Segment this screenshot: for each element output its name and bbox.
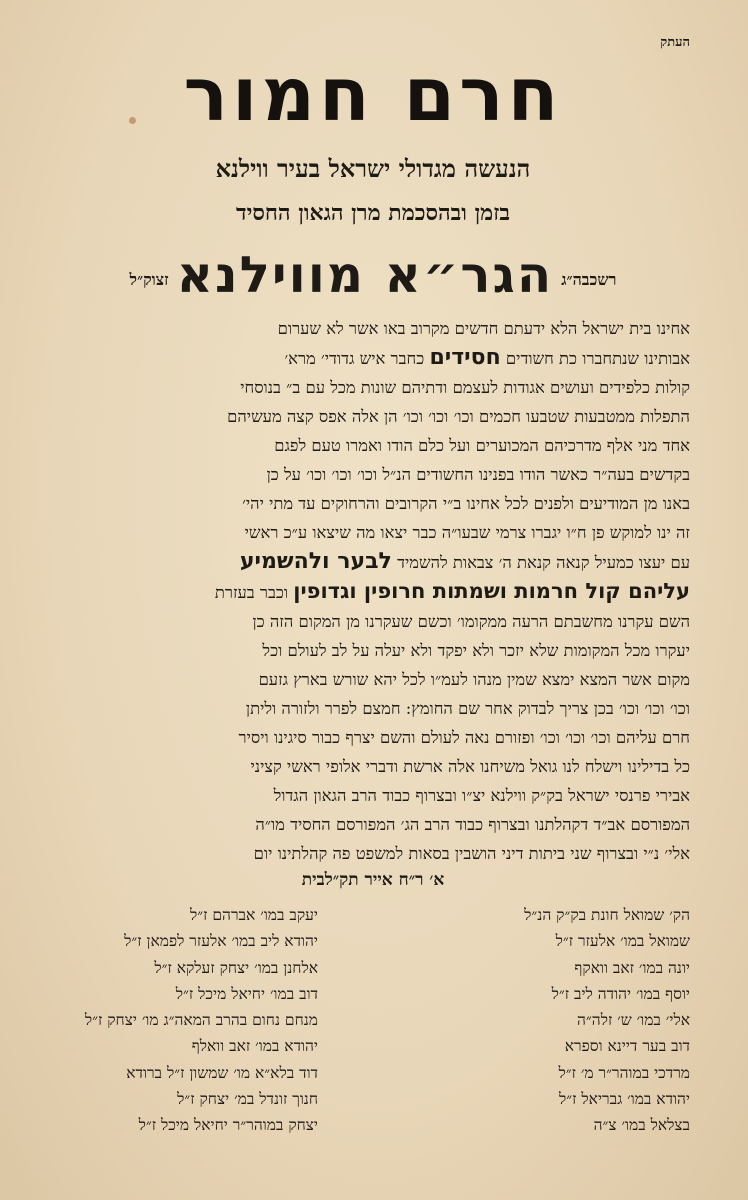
page-title: חרם חמור [183, 52, 563, 138]
emphasis-word: לבער ולהשמיע [239, 549, 392, 574]
signature: יהודא ליב במו׳ אלעזר לפמאן ז״ל [124, 932, 318, 951]
body-line [56, 723, 690, 752]
signature: יונה במו׳ זאב וואקף [574, 958, 690, 977]
body-line [56, 665, 690, 694]
paper-stain [129, 117, 136, 124]
body-line [56, 839, 690, 868]
body-segment: כחבר איש גדודי׳ מרא׳ [284, 349, 430, 368]
gra-suffix: זצוק״ל [129, 270, 169, 289]
body-line [56, 518, 690, 547]
body-line [56, 314, 690, 343]
body-segment: אחינו בית ישראל הלא ידעתם חדשים מקרוב באו אשר לא שערום [277, 319, 690, 338]
signature: דוב במו׳ יחיאל מיכל ז״ל [175, 984, 318, 1003]
body-segment: יעקרו מכל המקומות שלא יזכר ולא יפקד ולא יעלה על לב לעולם וכל [262, 641, 690, 660]
gra-name: הגר״א מווילנא [176, 246, 554, 304]
body-line [56, 489, 690, 518]
signature: מרדכי במוהר״ר מ׳ ז״ל [558, 1063, 690, 1082]
signature: הק׳ שמואל חונת בק״ק הנ״ל [524, 906, 690, 924]
emphasis-word: חסידים [429, 345, 501, 370]
body-line [56, 460, 690, 489]
body-line [56, 577, 690, 607]
signature: יעקב במו׳ אברהם ז״ל [189, 906, 318, 924]
body-line [56, 607, 690, 636]
body-segment: אחד מני אלף מדרכיהם המכוערים ועל כלם הודו ואמרו טעם לפגם [274, 436, 690, 455]
body-segment: קולות כלפידים ועושים אגודות לעצמם ודתיהם שונות מכל עם ב״ בנוסחי [240, 378, 690, 397]
body-segment: מקום אשר המצא ימצא שמין מנהו לעמ״ו לכל יהא שורש בארץ גזעם [258, 670, 690, 689]
signatures-right-column [388, 902, 690, 1139]
body-segment: השם עקרנו מחשבתם הרעה ממקומו׳ וכשם שעקרנו מן המקום הזה כן [252, 612, 690, 631]
body-segment: כל בדילינו וישלח לנו גואל משיחנו אלה ארשת ודברי אלופי ראשי קציני [250, 757, 690, 776]
body-segment: באנו מן המודיעים ולפנים לכל אחינו ב״י הקרובים והרחוקים עד מתי יהי׳ [242, 494, 690, 513]
signature: יצחק במוהר״ר יחיאל מיכל ז״ל [138, 1116, 318, 1135]
body-segment: בקדשים בעה״ר כאשר הודו בפנינו החשודים הנ״ל וכו׳ וכו׳ וכו׳ על כן [266, 465, 690, 484]
body-segment: חרם עליהם וכו׳ וכו׳ וכו׳ ופזורם נאה לעולם והשם יצרף כבור סיגינו ויסיר [238, 728, 690, 747]
body-line [56, 343, 690, 373]
body-segment: התפלות ממטבעות שטבעו חכמים וכו׳ וכו׳ וכו׳ הן אלה אפס קצה מעשיהם [227, 407, 690, 426]
body-segment: המפורסם אב״ד דקהלתנו ובצרוף כבוד הרב הג׳ המפורסם החסיד מו״ה [255, 815, 690, 834]
body-line [56, 694, 690, 723]
signature: יוסף במו׳ יהודה ליב ז״ל [551, 984, 690, 1003]
body-segment: אבירי פרנסי ישראל בק״ק ווילנא יצ״ו ובצרוף כבוד הרב הגאון הגדול [273, 786, 690, 805]
body-line [56, 810, 690, 839]
signature: יהודא במו׳ זאב וואלף [191, 1037, 318, 1056]
signatures [56, 902, 690, 1139]
subtitle-consent: בזמן ובהסכמת מרן הגאון החסיד [236, 200, 510, 226]
gra-prefix: רשכבה״ג [561, 270, 617, 289]
body-line [56, 636, 690, 665]
body-segment: אלי׳ נ״י ובצרוף שני ביתות דיני הושבין בסאות למשפט פה קהלתינו יום [253, 844, 690, 863]
emphasis-word: עליהם קול חרמות ושמתות חרופין וגדופין [293, 579, 690, 603]
signature: אלחנן במו׳ יצחק זעלקא ז״ל [154, 958, 318, 977]
body-line [56, 752, 690, 781]
body-line [56, 547, 690, 577]
body-segment: זה ינו למוקש פן ח״ו יגברו צרמי שבעו״ה כבר יצאו מה שיצאו ע״כ ראשי [244, 523, 690, 542]
signature: אלי׳ במו׳ ש׳ זלה״ה [576, 1011, 690, 1030]
signature: יהודא במו׳ גבריאל ז״ל [559, 1090, 690, 1109]
signature: דוב בער דיינא וספרא [564, 1037, 690, 1056]
body-segment: אבותינו שנתחברו כת חשודים [500, 349, 690, 368]
body-line [56, 373, 690, 402]
copy-mark: העתק [660, 35, 690, 50]
signature: שמואל במו׳ אלעזר ז״ל [555, 932, 690, 951]
body-line [56, 402, 690, 431]
date-line: א׳ ר״ח אייר תק״לבית [301, 870, 445, 890]
body-line [56, 431, 690, 460]
body-segment: עם יעצו כמעיל קנאה קנאת ה׳ צבאות להשמיד [391, 553, 690, 572]
subtitle: הנעשה מגדולי ישראל בעיר ווילנא [215, 154, 531, 183]
signature: מנחם נחום בהרב המאה״ג מו׳ יצחק ז״ל [84, 1011, 318, 1030]
signature: דוד בלא״א מו׳ שמשון ז״ל ברודא [126, 1063, 318, 1082]
body-segment: וכו׳ וכו׳ וכו׳ בכן צריך לבדוק אחר שם החומץ: חמצם לפרר ולזורה וליתן [245, 699, 690, 718]
signature: חנוך זונדל במ׳ יצחק ז״ל [177, 1090, 318, 1109]
signatures-left-column [56, 902, 358, 1139]
body-text [56, 314, 690, 868]
signature: בצלאל במו׳ צ״ה [593, 1116, 690, 1135]
body-segment: וכבר בעזרת [214, 583, 294, 602]
gra-heading [56, 240, 690, 304]
body-line [56, 781, 690, 810]
